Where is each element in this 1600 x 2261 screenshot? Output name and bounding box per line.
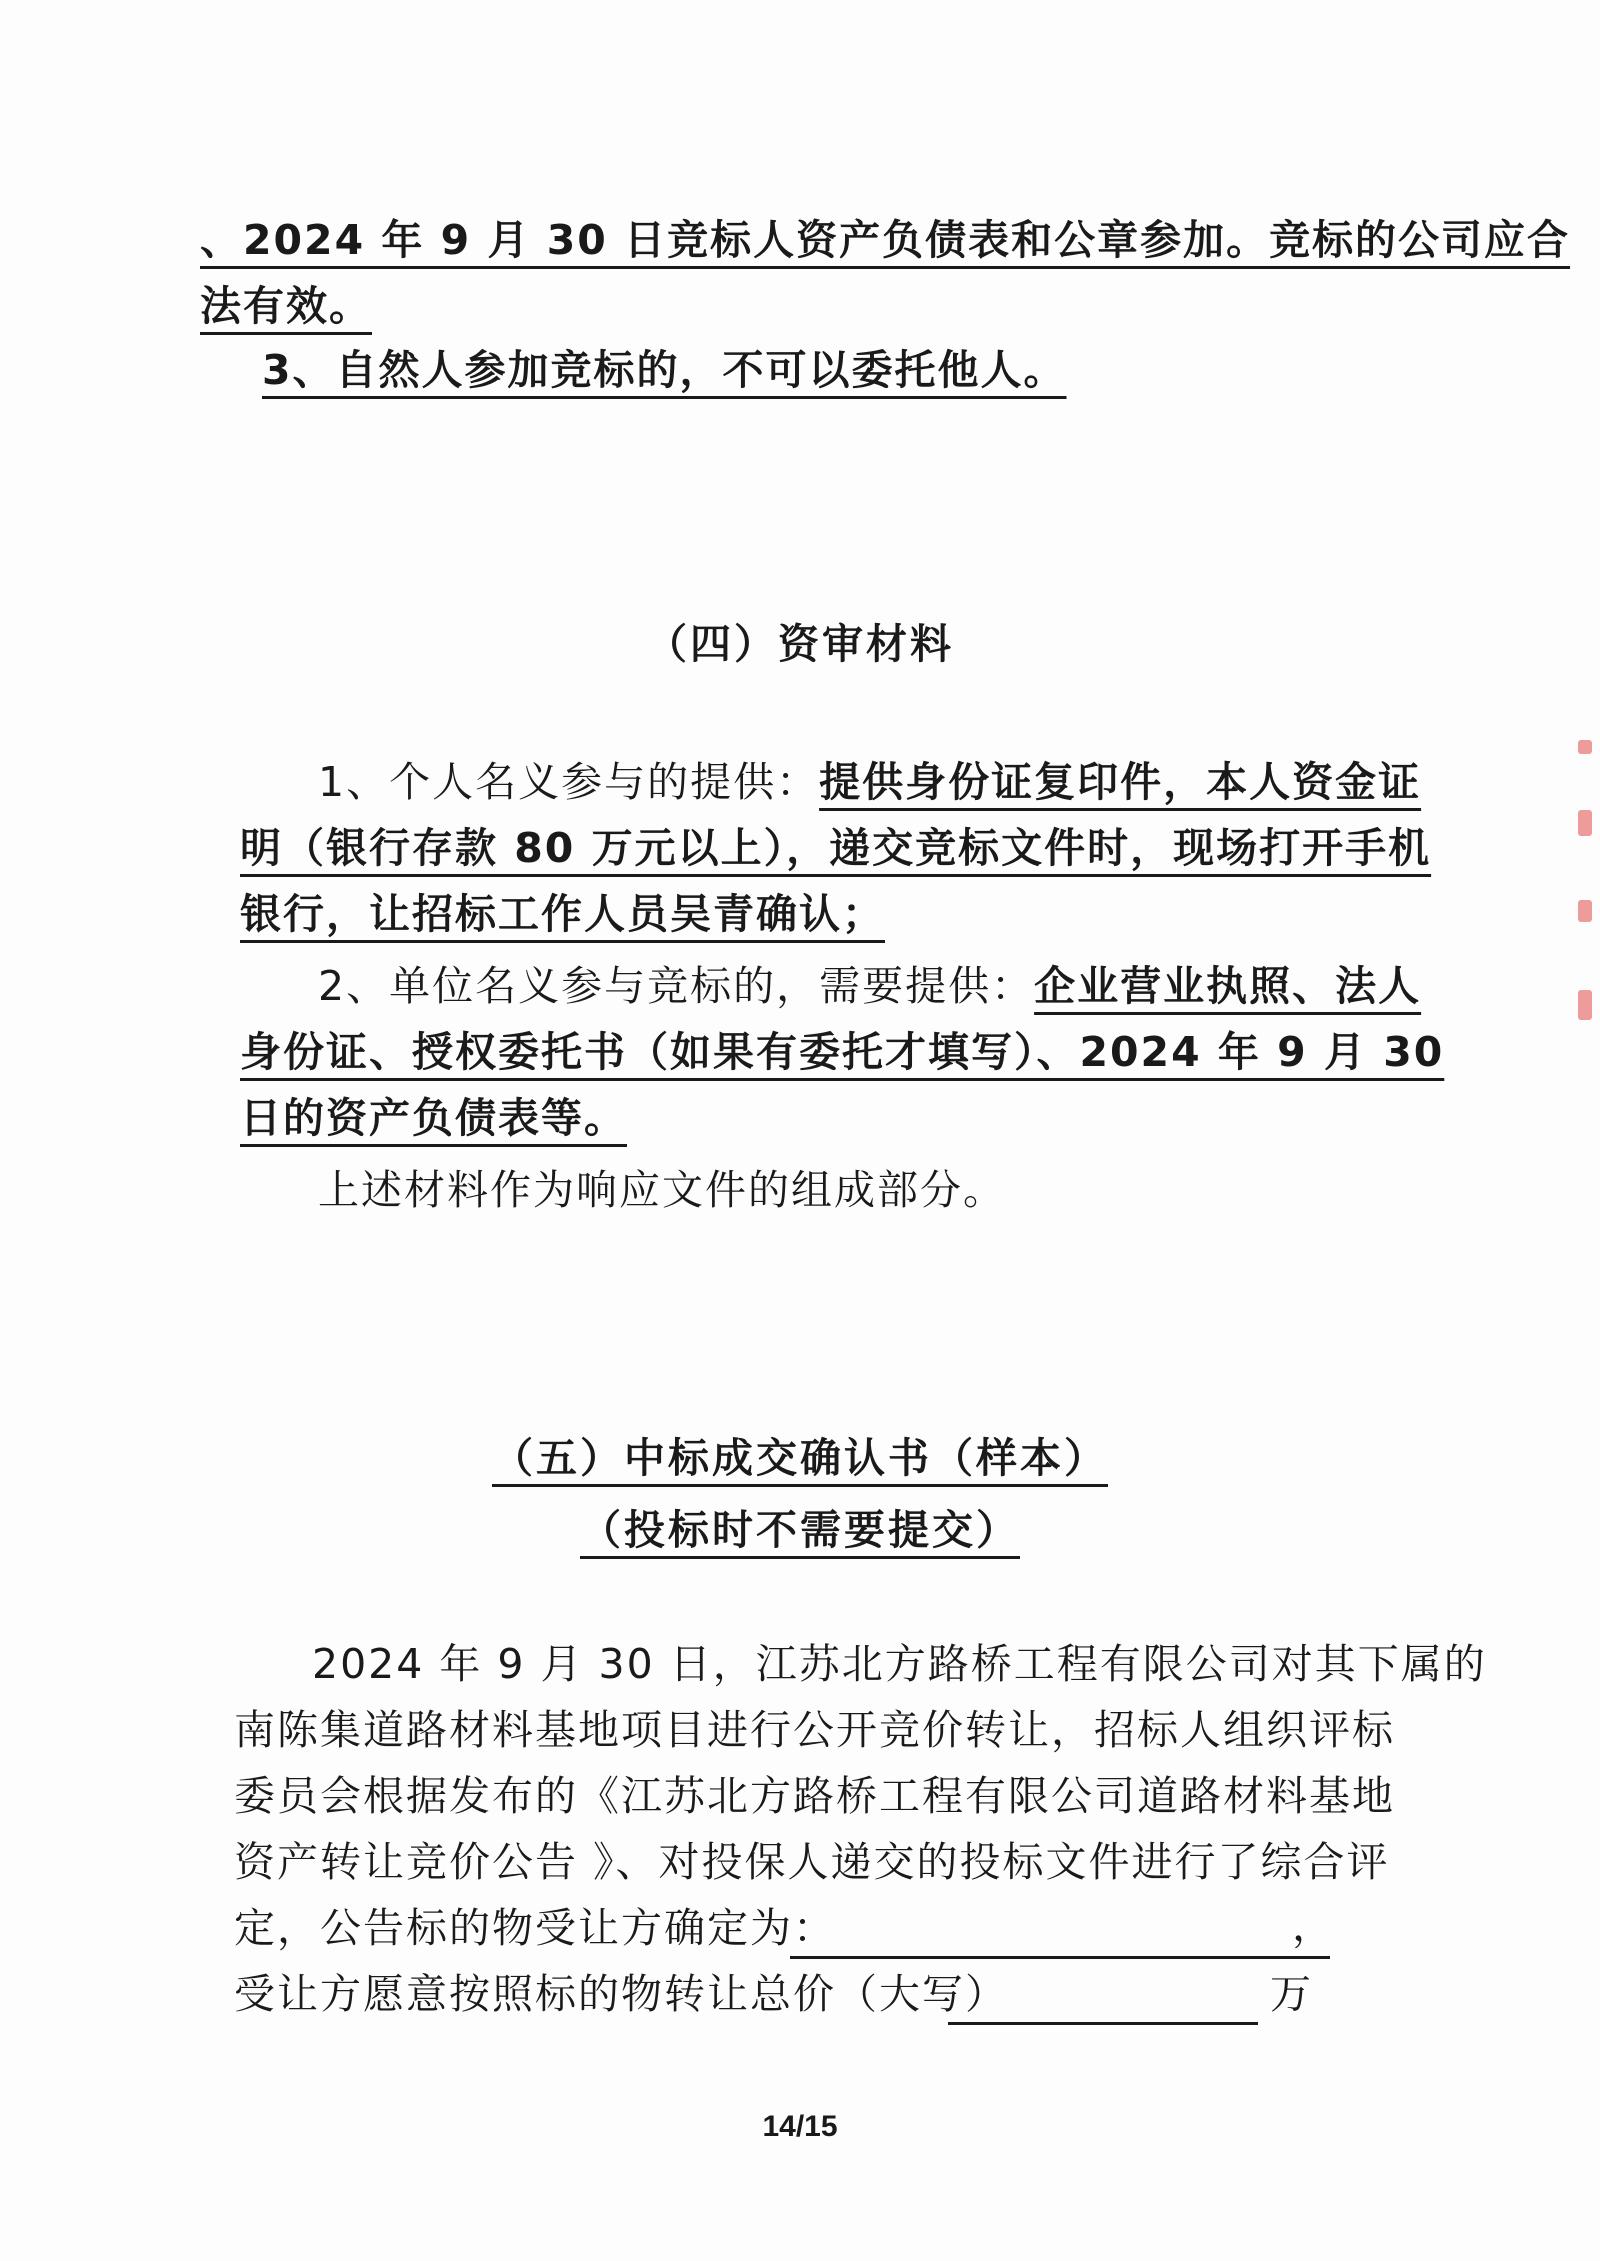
seal-edge-mark bbox=[1578, 740, 1592, 754]
section4-item1-prefix: 1、个人名义参与的提供： bbox=[318, 758, 820, 806]
section4-item2-text: 企业营业执照、法人 bbox=[1034, 962, 1422, 1010]
section5-subheading: （投标时不需要提交） bbox=[580, 1506, 1020, 1554]
seal-edge-mark bbox=[1578, 810, 1592, 836]
section5-para-line1: 2024 年 9 月 30 日，江苏北方路桥工程有限公司对其下属的 bbox=[312, 1640, 1487, 1688]
section4-item1-text: 提供身份证复印件，本人资金证 bbox=[819, 758, 1422, 806]
section4-heading: （四）资审材料 bbox=[646, 620, 954, 668]
seal-edge-mark bbox=[1578, 990, 1592, 1020]
total-price-blank[interactable] bbox=[948, 2016, 1258, 2025]
section4-item1-line2: 明（银行存款 80 万元以上），递交竞标文件时，现场打开手机 bbox=[240, 824, 1432, 872]
section4-item2-line3: 日的资产负债表等。 bbox=[240, 1094, 627, 1142]
page-number: 14/15 bbox=[762, 2110, 838, 2143]
section4-note: 上述材料作为响应文件的组成部分。 bbox=[318, 1166, 1006, 1214]
section4-item1-line3: 银行，让招标工作人员吴青确认； bbox=[240, 890, 885, 938]
section5-para-line2: 南陈集道路材料基地项目进行公开竞价转让，招标人组织评标 bbox=[234, 1706, 1395, 1754]
section5-para-line6: 受让方愿意按照标的物转让总价（大写） bbox=[234, 1970, 1008, 2018]
section4-item2-line1 bbox=[318, 956, 1421, 1016]
seal-edge-mark bbox=[1578, 900, 1592, 922]
section3-item3: 3、自然人参加竞标的，不可以委托他人。 bbox=[262, 346, 1067, 394]
section5-para-line4: 资产转让竞价公告 》、对投保人递交的投标文件进行了综合评 bbox=[234, 1838, 1390, 1886]
section4-item2-line2: 身份证、授权委托书（如果有委托才填写）、2024 年 9 月 30 bbox=[240, 1028, 1445, 1076]
section3-line1: 、2024 年 9 月 30 日竞标人资产负债表和公章参加。竞标的公司应合 bbox=[200, 216, 1571, 264]
section4-item2-prefix: 2、单位名义参与竞标的，需要提供： bbox=[318, 962, 1035, 1010]
section3-line2: 法有效。 bbox=[200, 282, 372, 330]
assignee-blank[interactable] bbox=[790, 1950, 1330, 1959]
section5-para-line5: 定，公告标的物受让方确定为： bbox=[234, 1904, 836, 1952]
section5-para-line6-end: 万 bbox=[1270, 1970, 1313, 2018]
section5-para-line3: 委员会根据发布的《江苏北方路桥工程有限公司道路材料基地 bbox=[234, 1772, 1395, 1820]
section4-item1-line1 bbox=[318, 752, 1421, 812]
section5-heading: （五）中标成交确认书（样本） bbox=[492, 1434, 1108, 1482]
section5-para-line5-end: ， bbox=[1292, 1902, 1335, 1950]
